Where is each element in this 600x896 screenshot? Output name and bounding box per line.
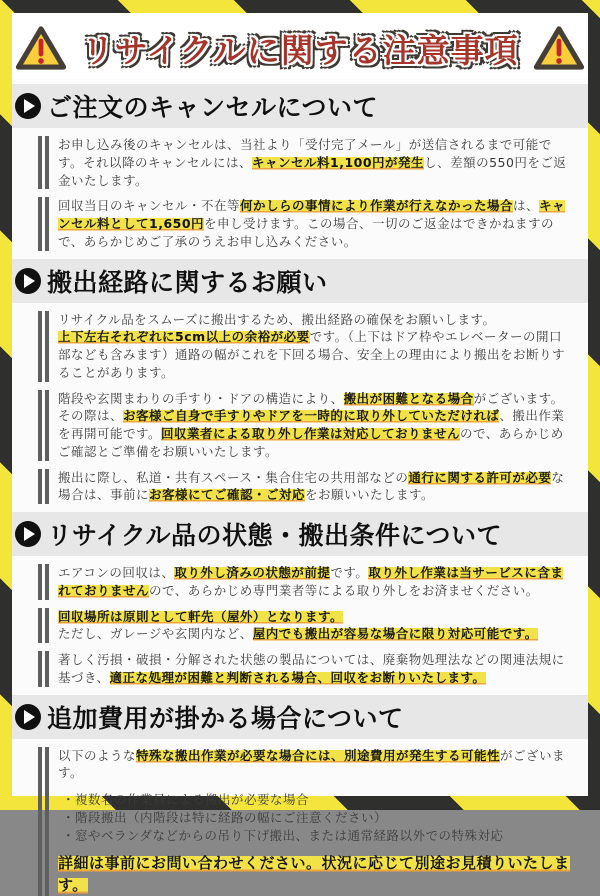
poster-body (12, 13, 588, 894)
paragraph (38, 311, 574, 382)
highlighted-text: キャンセル料として1,650円 (58, 198, 566, 231)
paragraph-text (58, 390, 574, 461)
paragraph-text (58, 197, 574, 250)
highlighted-text: 何かしらの事情により作業が行えなかった場合 (240, 198, 514, 214)
text-line (58, 608, 574, 644)
plain-text: リサイクル品をスムーズに搬出するため、搬出経路の確保をお願いします。 (58, 311, 496, 327)
highlighted-text: 上下左右それぞれに5cm以上の余裕が必要 (58, 329, 310, 345)
plain-text: を申し受けます。この場合、一切のご返金はできかねますので、あらかじめご了承のうえお申し込みください。 (58, 216, 555, 249)
section-3 (12, 512, 588, 687)
highlighted-text: 取り外し済みの状態が前提 (174, 565, 331, 580)
text-line (58, 197, 574, 250)
bullet-item: ・窓やベランダなどからの吊り下げ搬出、または通常経路以外での特殊対応 (62, 827, 504, 843)
highlighted-text: 取り外し作業は当サービスに含まれておりません (58, 565, 564, 598)
paragraph-marker (38, 311, 49, 382)
section-heading (12, 84, 588, 128)
plain-text: 回収当日のキャンセル・不在等 (58, 198, 241, 214)
section-1 (12, 84, 588, 251)
paragraph-marker (38, 651, 49, 687)
paragraph (38, 651, 574, 687)
paragraph (38, 469, 574, 505)
paragraph (38, 136, 574, 189)
paragraph-marker (38, 747, 49, 896)
plain-text: 以下のような (58, 747, 137, 763)
plain-text: 階段や玄関まわりの手すり・ドアの構造により、 (58, 390, 344, 406)
plain-text: お申し込み後のキャンセルは、当社より「受付完了メール」が送信されるまで可能です。それ以降のキャンセルには、 (58, 137, 552, 170)
paragraph (38, 564, 574, 600)
section-heading-label: ご注文のキャンセルについて (47, 93, 379, 122)
play-icon (15, 268, 41, 294)
bullet-item: ・複数名の作業員による搬出が必要な場合 (62, 792, 310, 807)
text-line (58, 469, 574, 505)
highlighted-text: 通行に関する許可が必要 (408, 469, 552, 485)
section-heading (12, 695, 588, 739)
text-line (58, 564, 574, 600)
paragraph-marker (38, 564, 49, 600)
section-heading-label: 搬出経路に関するお願い (47, 267, 328, 297)
text-line (58, 747, 574, 783)
plain-text: です。（上下はドア枠やエレベーターの開口部なども含みます）通路の幅がこれを下回る場合、安全上の理由により搬出をお断りすることがあります。 (58, 329, 566, 380)
bullet-list (62, 791, 574, 844)
paragraph-text (58, 608, 574, 644)
plain-text: ので、あらかじめ専門業者等による取り外しをお済ませください。 (149, 582, 539, 598)
paragraph (38, 390, 574, 461)
highlighted-text: 適正な処理が困難と判断される場合、回収をお断りいたします。 (109, 669, 486, 685)
paragraph-text (58, 564, 574, 600)
section-heading-label: 追加費用が掛かる場合について (47, 703, 404, 733)
bullet-item: ・階段搬出（内階段は特に経路の幅にご注意ください） (62, 809, 388, 825)
plain-text: エアコンの回収は、 (58, 565, 175, 580)
plain-text: 搬出に際し、私道・共有スペース・集合住宅の共用部などの (58, 469, 409, 485)
text-line (58, 311, 574, 382)
highlighted-text: 詳細は事前にお問い合わせください。状況に応じて別途お見積りいたします。 (58, 854, 570, 894)
section-heading (12, 512, 588, 556)
highlighted-text: 屋内でも搬出が容易な場合に限り対応可能です。 (252, 626, 538, 642)
paragraph-text (58, 136, 574, 189)
warning-triangle-icon (533, 25, 585, 71)
paragraph (38, 747, 574, 896)
page-title: リサイクルに関する注意事項 (81, 30, 519, 70)
highlighted-text: お客様ご自身で手すりやドアを一時的に取り外していただければ (123, 408, 500, 424)
paragraph-text (58, 311, 574, 382)
plain-text: です。 (330, 565, 369, 580)
section-heading (12, 259, 588, 303)
highlighted-text: お客様にてご確認・ご対応 (149, 487, 306, 503)
plain-text: 、搬出作業を再開可能です。 (58, 408, 565, 441)
plain-text: がございます。その際は、 (58, 390, 564, 424)
play-icon (15, 521, 41, 547)
plain-text: がございます。 (58, 747, 566, 781)
plain-text: ただし、ガレージや玄関内など、 (58, 626, 253, 642)
highlighted-text: 搬出が困難となる場合 (343, 390, 474, 406)
play-icon (15, 93, 41, 119)
paragraph-marker (38, 136, 49, 189)
paragraph (38, 197, 574, 250)
text-line (58, 136, 574, 189)
highlighted-text: キャンセル料1,100円が発生 (252, 154, 425, 170)
play-icon (15, 704, 41, 730)
text-line (58, 651, 574, 687)
section-2 (12, 259, 588, 505)
paragraph-marker (38, 197, 49, 250)
plain-text: は、 (513, 198, 540, 214)
plain-text: をお願いいたします。 (305, 487, 435, 503)
section-heading-label: リサイクル品の状態・搬出条件について (47, 521, 503, 550)
paragraph-text (58, 651, 574, 687)
highlighted-text: 回収場所は原則として軒先（屋外）となります。 (58, 608, 344, 624)
paragraph-marker (38, 390, 49, 461)
paragraph-text (58, 469, 574, 505)
plain-text: し、差額の550円をご返金いたします。 (58, 154, 567, 188)
paragraph (38, 608, 574, 644)
highlighted-text: 回収業者による取り外し作業は対応しておりません (161, 426, 461, 441)
warning-triangle-icon (15, 25, 67, 71)
highlighted-text: 特殊な搬出作業が必要な場合には、別途費用が発生する可能性 (136, 747, 501, 763)
plain-text: ので、あらかじめご確認とご準備をお願いいたします。 (58, 426, 564, 459)
sections-container (12, 84, 588, 896)
paragraph-text (58, 747, 574, 896)
poster-header (12, 13, 588, 79)
final-note (58, 853, 574, 896)
plain-text: な場合は、事前に (58, 469, 565, 503)
plain-text: 著しく汚損・破損・分解された状態の製品については、廃棄物処理法などの関連法規に基づき、 (58, 652, 565, 685)
paragraph-marker (38, 608, 49, 644)
section-4 (12, 695, 588, 896)
paragraph-marker (38, 469, 49, 505)
text-line (58, 390, 574, 461)
